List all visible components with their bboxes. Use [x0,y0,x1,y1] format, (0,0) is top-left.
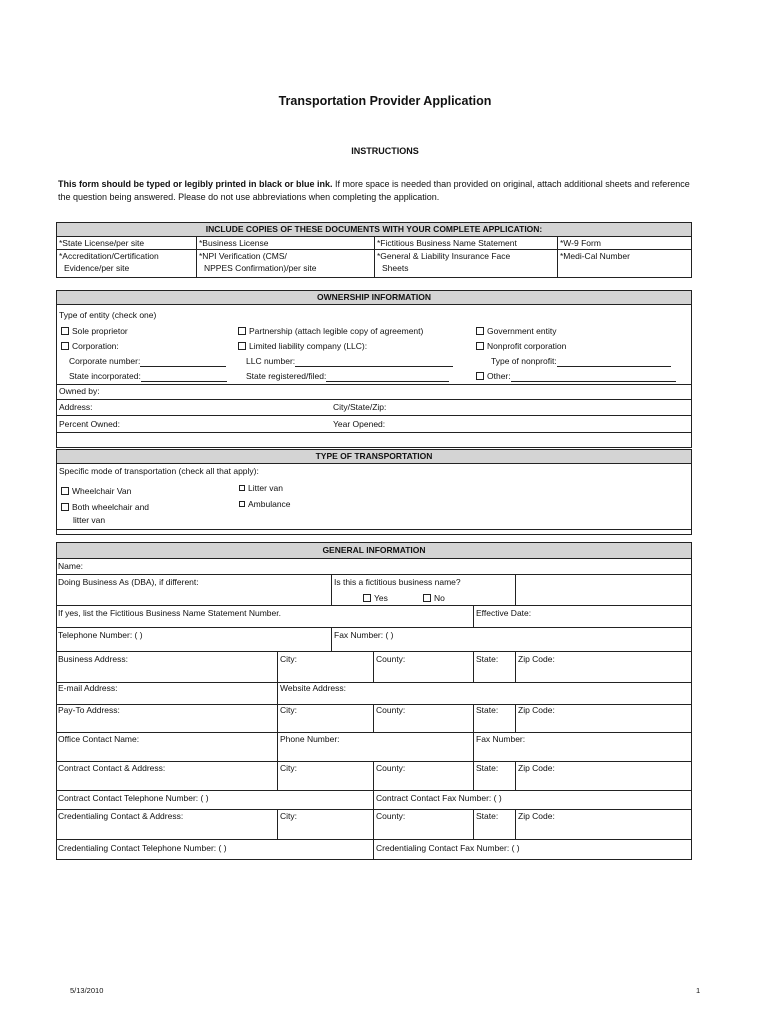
business-zip-field[interactable]: Zip Code: [518,654,555,664]
doc-npi-2: NPPES Confirmation)/per site [204,263,317,273]
llc-number-field[interactable] [246,356,453,367]
footer-page-number: 1 [696,986,701,995]
transport-mode-label: Specific mode of transportation (check all that apply): [59,466,259,476]
contract-fax-field[interactable]: Contract Contact Fax Number: ( ) [376,793,502,803]
both-label-line2: litter van [73,515,106,525]
doc-fbn-statement: *Fictitious Business Name Statement [377,238,517,248]
litter-van-label: Litter van [248,483,283,493]
instructions-bold: This form should be typed or legibly printed in black or blue ink. [58,179,333,189]
owner-city-state-zip-field[interactable]: City/State/Zip: [333,402,387,412]
business-state-field[interactable]: State: [476,654,499,664]
payto-zip-field[interactable]: Zip Code: [518,705,555,715]
checkbox-icon[interactable] [61,342,69,350]
corporate-number-field[interactable] [69,356,226,367]
doc-npi-1: *NPI Verification (CMS/ [199,251,287,261]
cred-zip-field[interactable]: Zip Code: [518,811,555,821]
business-address-field[interactable]: Business Address: [58,654,128,664]
both-option[interactable] [61,502,149,513]
general-info-header: GENERAL INFORMATION [57,543,691,559]
instructions-heading: INSTRUCTIONS [351,146,419,156]
payto-county-field[interactable]: County: [376,705,406,715]
fictitious-no-option[interactable] [423,593,445,604]
corporate-number-label: Corporate number: [69,356,141,366]
ownership-header: OWNERSHIP INFORMATION [57,291,691,305]
transportation-header: TYPE OF TRANSPORTATION [57,450,691,464]
checkbox-icon[interactable] [476,342,484,350]
year-opened-field[interactable]: Year Opened: [333,419,386,429]
checkbox-icon[interactable] [61,327,69,335]
wheelchair-van-option[interactable] [61,486,131,497]
name-field[interactable]: Name: [58,561,84,571]
cred-city-field[interactable]: City: [280,811,297,821]
partnership-label: Partnership (attach legible copy of agreement) [249,326,424,336]
telephone-field[interactable]: Telephone Number: ( ) [58,630,143,640]
owner-address-field[interactable]: Address: [59,402,93,412]
corporation-option[interactable] [61,341,119,352]
litter-van-option[interactable] [239,483,283,494]
entity-type-label: Type of entity (check one) [59,310,157,320]
ambulance-option[interactable] [239,499,291,510]
state-incorporated-label: State incorporated: [69,371,141,381]
state-registered-label: State registered/filed: [246,371,327,381]
cred-fax-field[interactable]: Credentialing Contact Fax Number: ( ) [376,843,520,853]
dba-field[interactable]: Doing Business As (DBA), if different: [58,577,199,587]
nonprofit-label: Nonprofit corporation [487,341,567,351]
checkbox-icon[interactable] [238,342,246,350]
llc-option[interactable] [238,341,367,352]
email-field[interactable]: E-mail Address: [58,683,118,693]
office-contact-field[interactable]: Office Contact Name: [58,734,140,744]
other-label: Other: [487,371,511,381]
footer-date: 5/13/2010 [70,986,104,995]
checkbox-icon[interactable] [363,594,371,602]
nonprofit-option[interactable] [476,341,566,352]
state-incorporated-field[interactable] [69,371,227,382]
corporation-label: Corporation: [72,341,119,351]
cred-state-field[interactable]: State: [476,811,499,821]
government-label: Government entity [487,326,557,336]
instructions-rest: If more space is needed than provided on original, attach additional sheets and reference the question being answered. Please do not use abbreviations when completing the application. [58,179,690,202]
checkbox-icon[interactable] [476,327,484,335]
nonprofit-type-label: Type of nonprofit: [491,356,557,366]
payto-address-field[interactable]: Pay-To Address: [58,705,120,715]
checkbox-icon[interactable] [239,501,245,507]
website-field[interactable]: Website Address: [280,683,346,693]
state-registered-field[interactable] [246,371,449,382]
government-option[interactable] [476,326,556,337]
payto-state-field[interactable]: State: [476,705,499,715]
business-county-field[interactable]: County: [376,654,406,664]
fictitious-yes-option[interactable] [363,593,388,604]
both-label: Both wheelchair and [72,502,150,512]
cred-county-field[interactable]: County: [376,811,406,821]
ambulance-label: Ambulance [248,499,291,509]
yes-label: Yes [374,593,388,603]
office-phone-field[interactable]: Phone Number: [280,734,340,744]
contract-city-field[interactable]: City: [280,763,297,773]
contract-county-field[interactable]: County: [376,763,406,773]
checkbox-icon[interactable] [476,372,484,380]
instructions-paragraph [58,178,698,204]
sole-proprietor-option[interactable] [61,326,128,337]
general-info-box [56,542,692,860]
contract-phone-field[interactable]: Contract Contact Telephone Number: ( ) [58,793,209,803]
checkbox-icon[interactable] [61,487,69,495]
other-option[interactable] [476,371,676,382]
doc-accreditation-1: *Accreditation/Certification [59,251,159,261]
sole-proprietor-label: Sole proprietor [72,326,128,336]
nonprofit-type-field[interactable] [491,356,671,367]
llc-number-label: LLC number: [246,356,296,366]
documents-header: INCLUDE COPIES OF THESE DOCUMENTS WITH YOUR COMPLETE APPLICATION: [57,223,691,237]
doc-state-license: *State License/per site [59,238,145,248]
transportation-box [56,449,692,535]
doc-w9: *W-9 Form [560,238,601,248]
fbn-statement-field[interactable]: If yes, list the Fictitious Business Name Statement Number. [58,608,281,618]
documents-box [56,222,692,278]
doc-accreditation-2: Evidence/per site [64,263,130,273]
checkbox-icon[interactable] [238,327,246,335]
no-label: No [434,593,445,603]
doc-insurance-1: *General & Liability Insurance Face [377,251,511,261]
contract-contact-field[interactable]: Contract Contact & Address: [58,763,166,773]
payto-city-field[interactable]: City: [280,705,297,715]
percent-owned-field[interactable]: Percent Owned: [59,419,120,429]
owned-by-field[interactable]: Owned by: [59,386,100,396]
business-city-field[interactable]: City: [280,654,297,664]
checkbox-icon[interactable] [61,503,69,511]
checkbox-icon[interactable] [239,485,245,491]
ownership-box [56,290,692,448]
partnership-option[interactable] [238,326,423,337]
checkbox-icon[interactable] [423,594,431,602]
doc-business-license: *Business License [199,238,269,248]
doc-insurance-2: Sheets [382,263,409,273]
effective-date-field[interactable]: Effective Date: [476,608,532,618]
fax-field[interactable]: Fax Number: ( ) [334,630,394,640]
contract-state-field[interactable]: State: [476,763,499,773]
llc-label: Limited liability company (LLC): [249,341,368,351]
page-title: Transportation Provider Application [278,94,492,108]
office-fax-field[interactable]: Fax Number: [476,734,526,744]
doc-medical-number: *Medi-Cal Number [560,251,630,261]
wheelchair-van-label: Wheelchair Van [72,486,132,496]
fictitious-question: Is this a fictitious business name? [334,577,461,587]
cred-contact-field[interactable]: Credentialing Contact & Address: [58,811,184,821]
cred-phone-field[interactable]: Credentialing Contact Telephone Number: ( ) [58,843,227,853]
contract-zip-field[interactable]: Zip Code: [518,763,555,773]
